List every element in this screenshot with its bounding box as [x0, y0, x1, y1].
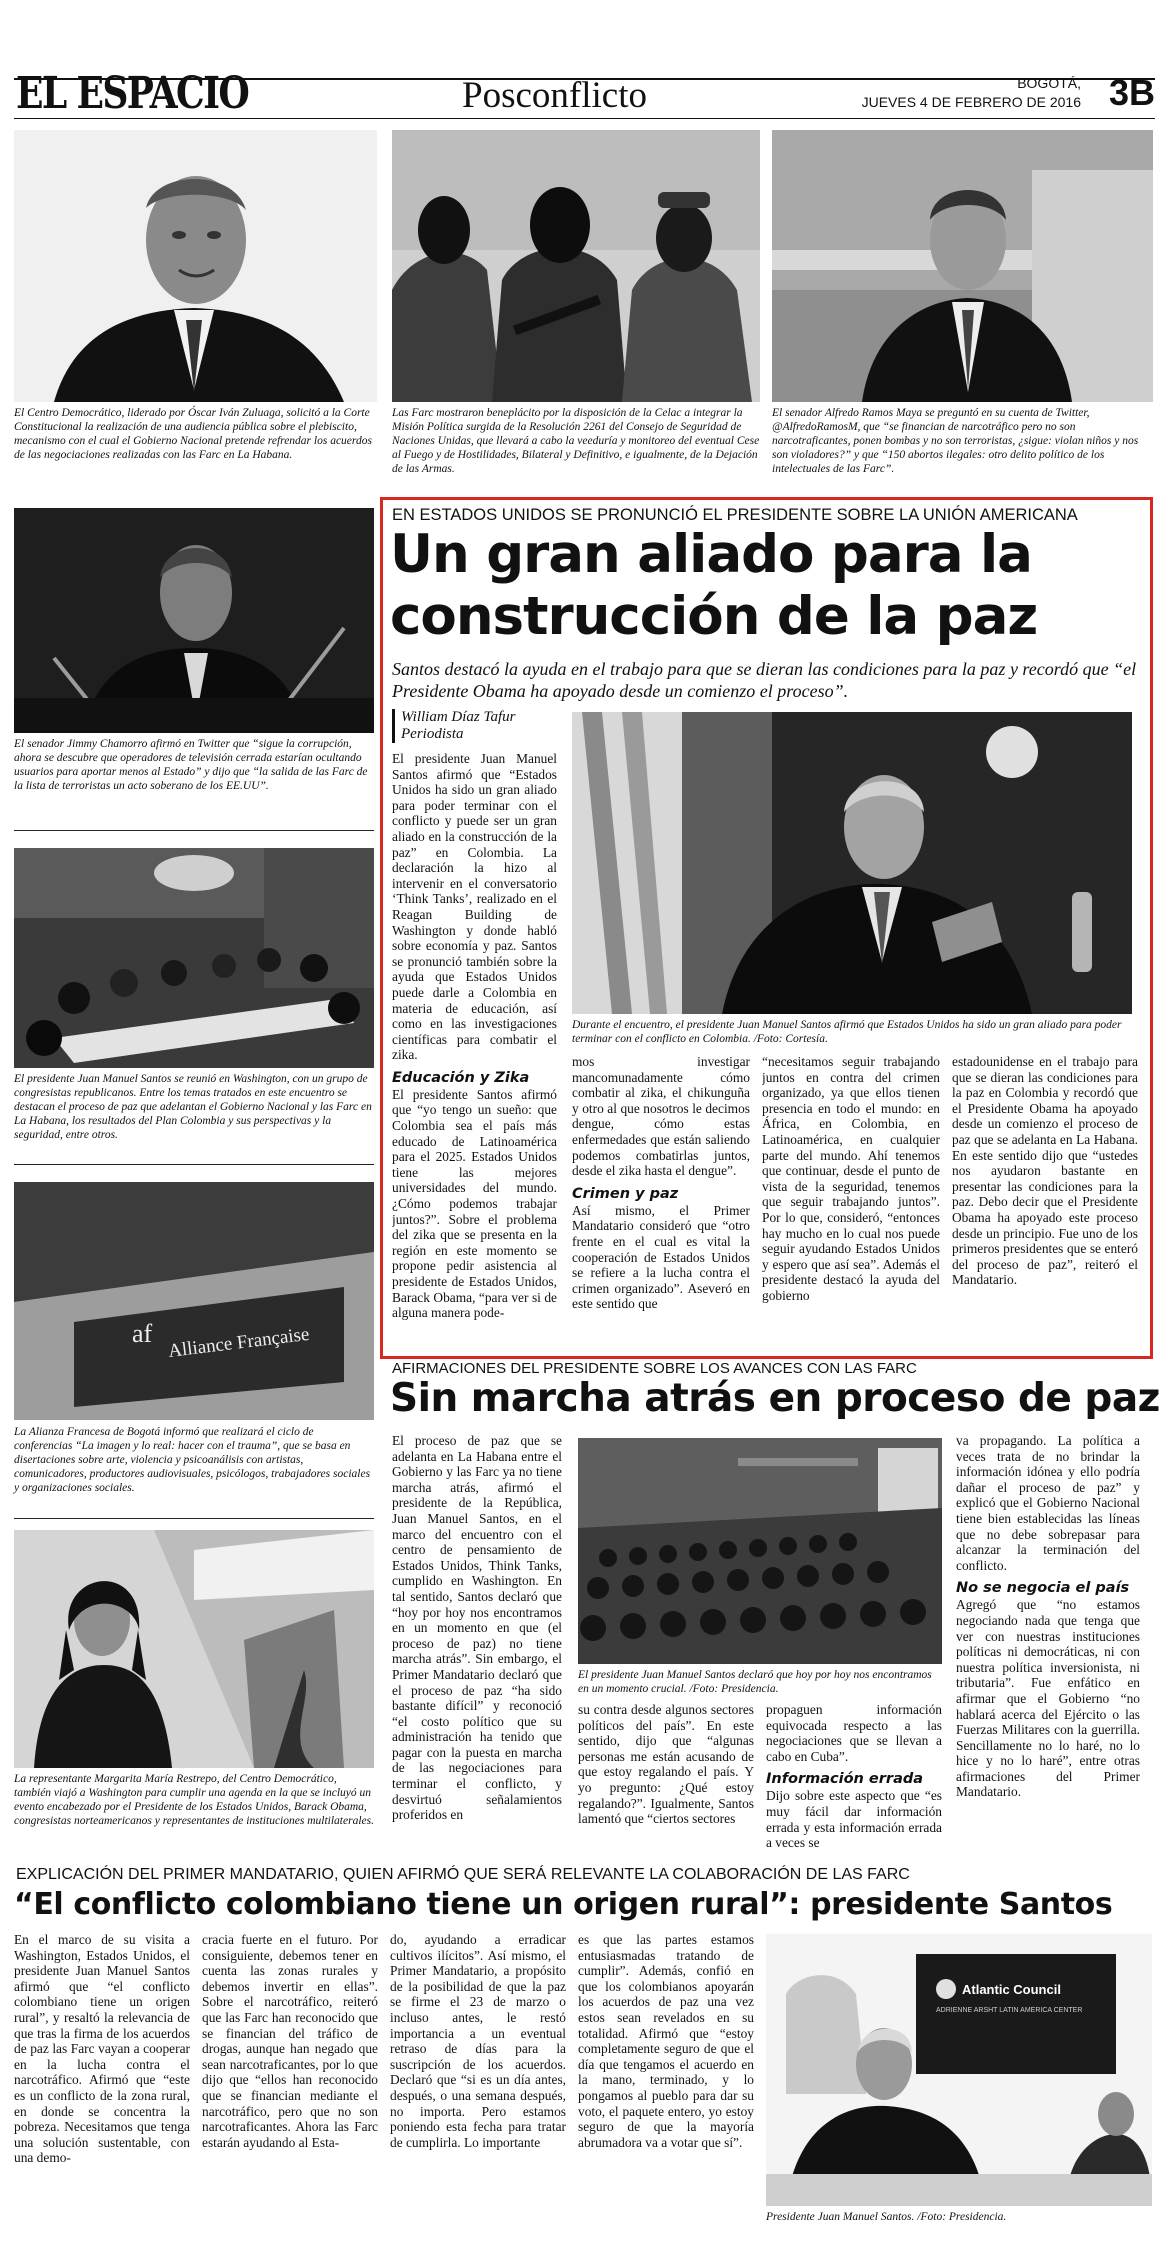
photo-santos-speaking — [572, 712, 1132, 1014]
sidebar-caption-santos-meeting: El presidente Juan Manuel Santos se reunió en Washington, con un grupo de congresistas republicanos. Entre los temas tratados en este encuentro se destacan el proceso de paz que adelantan el Gobierno Nacional y las Farc en La Habana, los resultados del Plan Colombia y sus perspectivas y la seguridad, entre otros. — [14, 1073, 372, 1141]
second-article-subhead-country: No se negocia el país — [956, 1580, 1130, 1597]
second-article-column-2 — [578, 1702, 754, 1860]
second-article-headline: Sin marcha atrás en proceso de paz — [390, 1376, 1160, 1421]
byline-name: William Díaz Tafur — [401, 709, 516, 725]
photo-ramos-caption: El senador Alfredo Ramos Maya se preguntó en su cuenta de Twitter, @AlfredoRamosM, que “se financian de narcotráfico pero no son narcotraficantes, ponen bombas y no son terroristas, ¿sigue: violan niños y nos son violadores?” y que “150 abortos ilegales: otro delito político de los intelectuales de las Farc”. — [772, 407, 1139, 475]
atlantic-council-banner: Atlantic Council — [962, 1982, 1061, 1997]
alliance-sign-logo: af — [132, 1319, 153, 1348]
third-article-kicker: EXPLICACIÓN DEL PRIMER MANDATARIO, QUIEN AFIRMÓ QUE SERÁ RELEVANTE LA COLABORACIÓN DE LAS FARC — [16, 1866, 910, 1883]
byline-role: Periodista — [401, 726, 464, 742]
second-article-col3-text: propaguen información equivocada respecto a las negociaciones que se llevan a cabo en Cuba”. — [766, 1702, 942, 1764]
second-article-col2-text: su contra desde algunos sectores políticos del país”. En este sentido, dijo que “algunas personas me están acusando de que estoy regalando el país. Y yo pregunto: ¿Qué estoy regalando?”. Igualmente, Santos lamentó que “ciertos sectores — [578, 1702, 754, 1827]
third-article-column-4 — [578, 1932, 754, 2228]
third-article-column-2 — [202, 1932, 378, 2228]
photo-santos-conference — [578, 1438, 942, 1664]
third-article-col4-text: es que las partes estamos entusiasmadas tratando de cumplir”. Además, confió en que los colombianos apoyarán los acuerdos de paz una vez estos sean revelados en su totalidad. Afirmó que “estoy completamente seguro de que el día que tengamos el acuerdo en la mano, terminado, y lo pongamos al pueblo para dar su voto, el paquete entero, yo estoy seguro de que la mayoría abrumadora va a votar que sí”. — [578, 1932, 754, 2150]
second-article-col4-text: va propagando. La política a veces trata de no brindar la información idónea y ello podría dañar el proceso de paz” y explicó que el Gobierno Nacional tiene bien establecidas las líneas que no debe sobrepasar para alcanzar la terminación del conflicto. — [956, 1433, 1140, 1573]
second-article-col3b-text: Dijo sobre este aspecto que “es muy fácil dar información errada y esta información errada a veces se — [766, 1788, 942, 1851]
main-article-column-4 — [952, 1054, 1138, 1352]
sidebar-caption-alliance: La Alianza Francesa de Bogotá informó que realizará el ciclo de conferencias “La imagen y lo real: hacer con el trauma”, que se basa en disertaciones sobre arte, violencia y psicoanálisis con artistas, comunicadores, productores audiovisuales, psicólogos, trabajadores sociales y organizaciones sociales. — [14, 1426, 371, 1494]
photo-zuluaga — [14, 130, 377, 402]
main-article-photo-caption: Durante el encuentro, el presidente Juan Manuel Santos afirmó que Estados Unidos ha sido un gran aliado para poder terminar con el conflicto en Colombia. /Foto: Cortesía. — [572, 1019, 1122, 1045]
second-article-kicker: AFIRMACIONES DEL PRESIDENTE SOBRE LOS AVANCES CON LAS FARC — [392, 1360, 917, 1377]
atlantic-council-sub: ADRIENNE ARSHT LATIN AMERICA CENTER — [936, 2007, 1083, 2014]
photo-chamorro — [14, 508, 374, 733]
second-article-column-1 — [392, 1433, 562, 1859]
main-article-column-2 — [572, 1054, 750, 1352]
second-article-col1-text: El proceso de paz que se adelanta en La Habana entre el Gobierno y las Farc ya no tiene marcha atrás, afirmó el presidente de la República, Juan Manuel Santos, en el marco del encuentro con el centro de pensamiento de Estados Unidos, Think Tanks, cumplido en Washington. En tal sentido, Santos declaró que “hoy por hoy nos encontramos en un momento en que (el proceso de paz) no tiene marcha atrás”. Sin embargo, el Primer Mandatario declaró que el proceso de paz “ha sido bastante difícil” y reconoció “el costo político que su administración ha tenido que pagar con la puesta en marcha de las negociaciones para terminar el conflicto, y desvirtuó señalamientos proferidos en — [392, 1433, 562, 1823]
photo-farc-guerrillas — [392, 130, 760, 402]
second-article-col4b-text: Agregó que “no estamos negociando nada que tenga que ver con nuestras instituciones políticas ni democráticas, ni con nuestra política inversionista, ni tributaria”. Fue enfático en afirmar que el Gobierno “no hablará acerca del Ejército o las Fuerzas Militares con la guerrilla. Sencillamente no lo haré, no lo hice y no lo haré”, entre otras afirmaciones del Primer Mandatario. — [956, 1597, 1140, 1800]
second-article-subhead-info: Información errada — [766, 1771, 924, 1788]
third-article-column-3 — [390, 1932, 566, 2228]
second-article-column-3 — [766, 1702, 942, 1860]
third-article-headline: “El conflicto colombiano tiene un origen rural”: presidente Santos — [14, 1887, 1113, 1922]
main-article-col3-text: “necesitamos seguir trabajando juntos en contra del crimen organizado, ya que ellos tienen presencia en todo el mundo: en África, en Colombia, en Latinoamérica, en cualquier parte del mundo. Ahí tenemos que continuar, desde el punto de vista de la seguridad, tenemos que seguir trabajando juntos”. Por lo que, consideró, “entonces hay mucho en lo cual nos puede seguir ayudando Estados Unidos y espero que así sea”. Además el presidente destacó la ayuda del gobierno — [762, 1054, 940, 1303]
second-article-photo-caption: El presidente Juan Manuel Santos declaró que hoy por hoy nos encontramos en un momento crucial. /Foto: Presidencia. — [578, 1669, 932, 1695]
photo-santos-meeting — [14, 848, 374, 1068]
photo-santos-atlantic-council — [766, 1934, 1152, 2206]
main-article-col4-text: estadounidense en el trabajo para que se dieran las condiciones para la paz en Colombia y recordó que el Presidente Obama ha apoyado desde un comienzo el proceso de paz que se adelanta en La Habana. En este sentido dijo que “ustedes nos ayudaron bastante en presentar las condiciones para la paz. Debo decir que el Presidente Obama ha apoyado este proceso desde un principio. Fue uno de los primeros presidentes que se enteró del proceso de paz”, reiteró el Mandatario. — [952, 1054, 1138, 1288]
main-article-headline-line2: construcción de la paz — [390, 586, 1038, 647]
main-article-col1-text: El presidente Juan Manuel Santos afirmó que “Estados Unidos ha sido un gran aliado para poder terminar con el conflicto y puede ser un gran aliado en la construcción de la paz” en Colombia. La declaración la hizo al intervenir en el conversatorio ‘Think Tanks’, realizado en el Reagan Building de Washington y donde habló sobre economía y paz. Santos se pronunció también sobre la ayuda que Estados Unidos puede darle a Colombia en materia de educación, así como en las investigaciones científicas para combatir el zika. — [392, 751, 557, 1063]
third-article-column-1 — [14, 1932, 190, 2228]
photo-ramos-maya — [772, 130, 1153, 402]
third-article-col3-text: do, ayudando a erradicar cultivos ilícitos”. Así mismo, el Primer Mandatario, a propósito de la posibilidad de que la paz se firme el 23 de marzo o incluso antes, le restó importancia a un eventual retraso de días para la suscripción de los acuerdos. Declaró que “si es un día antes, después, o una semana después, no importa. Pero estamos poniendo esta fecha para tratar de cumplirla. Lo importante — [390, 1932, 566, 2150]
third-article-col1-text: En el marco de su visita a Washington, Estados Unidos, el presidente Juan Manuel Santos afirmó que “el conflicto colombiano tiene un origen rural”, y resaltó la relevancia de que tras la firma de los acuerdos de paz las Farc vayan a cooperar en la lucha contra el narcotráfico. Afirmó que “este es un conflicto de la zona rural, en donde se concentra la pobreza. Necesitamos que tenga una solución sustentable, con una demo- — [14, 1932, 190, 2166]
masthead-bottom-rule — [14, 118, 1155, 119]
sidebar-caption-restrepo: La representante Margarita María Restrepo, del Centro Democrático, también viajó a Washington para cumplir una agenda en la que se incluyó un evento encabezado por el Presidente de los Estados Unidos, Barack Obama, congresistas norteamericanos y representantes de instituciones multilaterales. — [14, 1773, 374, 1827]
main-article-col2b-text: Así mismo, el Primer Mandatario consideró que “otro frente en el cual es vital la cooperación de Estados Unidos se refiere a la lucha contra el crimen organizado”. Aseveró en este sentido que — [572, 1202, 750, 1312]
dateline-city: BOGOTÁ, — [1017, 75, 1081, 91]
main-article-subhead-education: Educación y Zika — [392, 1069, 530, 1086]
third-article-col2-text: cracia fuerte en el futuro. Por consiguiente, debemos tener en cuenta las zonas rurales y debemos invertir en ellas”. Sobre el narcotráfico, reiteró que las Farc han reconocido que se financian del tráfico de drogas, aunque han negado que sean narcotraficantes, por lo que dijo que “ellos han reconocido que se financian mediante el narcotráfico, pero que no son narcotraficantes. Ahora las Farc estarán ayudando al Esta- — [202, 1932, 378, 2150]
sidebar-caption-chamorro: El senador Jimmy Chamorro afirmó en Twitter que “sigue la corrupción, ahora se descubre que operadores de televisión cerrada estarían ocultando usuarios para aportar menos al Estado” y dijo que “la salida de las Farc de la lista de terroristas un acto soberano de los EE.UU”. — [14, 738, 368, 792]
photo-alliance-francaise — [14, 1182, 374, 1420]
photo-margarita-restrepo — [14, 1530, 374, 1768]
main-article-kicker: EN ESTADOS UNIDOS SE PRONUNCIÓ EL PRESIDENTE SOBRE LA UNIÓN AMERICANA — [392, 506, 1078, 524]
sidebar-divider — [14, 1518, 374, 1519]
page-number: 3B — [1108, 72, 1155, 113]
dateline — [862, 74, 1081, 112]
main-article-column-3 — [762, 1054, 940, 1352]
main-article-deck: Santos destacó la ayuda en el trabajo para que se dieran las condiciones para la paz y recordó que “el Presidente Obama ha apoyado desde un comienzo el proceso”. — [392, 659, 1137, 701]
dateline-date: JUEVES 4 DE FEBRERO DE 2016 — [861, 94, 1081, 110]
photo-zuluaga-caption: El Centro Democrático, liderado por Óscar Iván Zuluaga, solicitó a la Corte Constitucional la realización de una audiencia pública sobre el plebiscito, mecanismo con el cual el Gobierno Nacional pretende refrendar los acuerdos de las negociaciones realizadas con las Farc en La Habana. — [14, 407, 372, 461]
main-article-byline — [392, 709, 542, 743]
main-article-column-1 — [392, 751, 557, 1353]
alliance-sign-text: Alliance Française — [167, 1323, 311, 1362]
section-title: Posconflicto — [462, 75, 647, 116]
main-article-subhead-crime: Crimen y paz — [572, 1185, 679, 1202]
newspaper-logo: EL ESPACIO — [16, 68, 249, 119]
main-article-col2-text: mos investigar mancomunadamente cómo combatir al zika, el chikunguña y otro al que nosotros le decimos dengue, cómo estas enfermedades que están saliendo podemos combatirlas juntos, desde el zika hasta el dengue”. — [572, 1054, 750, 1179]
third-article-photo-caption: Presidente Juan Manuel Santos. /Foto: Presidencia. — [766, 2211, 1007, 2223]
second-article-column-4 — [956, 1433, 1140, 1860]
main-article-headline-line1: Un gran aliado para la — [390, 524, 1032, 585]
sidebar-divider — [14, 830, 374, 831]
main-article-col1b-text: El presidente Santos afirmó que “yo tengo un sueño: que Colombia sea el país más educado de Latinoamérica para el 2025. Estados Unidos tiene las mejores universidades del mundo. ¿Cómo podemos trabajar juntos?”. Sobre el problema del zika que se presenta en la región en este momento se propone pedir asistencia al presidente de Estados Unidos, Barack Obama, “para ver si de alguna manera pode- — [392, 1086, 557, 1321]
photo-farc-caption: Las Farc mostraron beneplácito por la disposición de la Celac a integrar la Misión Política surgida de la Resolución 2261 del Consejo de Seguridad de Naciones Unidas, que llevará a cabo la veeduría y monitoreo del eventual Cese al Fuego y de Hostilidades, Bilateral y Definitivo, e igualmente, de la Dejación de las Armas. — [392, 407, 760, 475]
sidebar-divider — [14, 1164, 374, 1165]
